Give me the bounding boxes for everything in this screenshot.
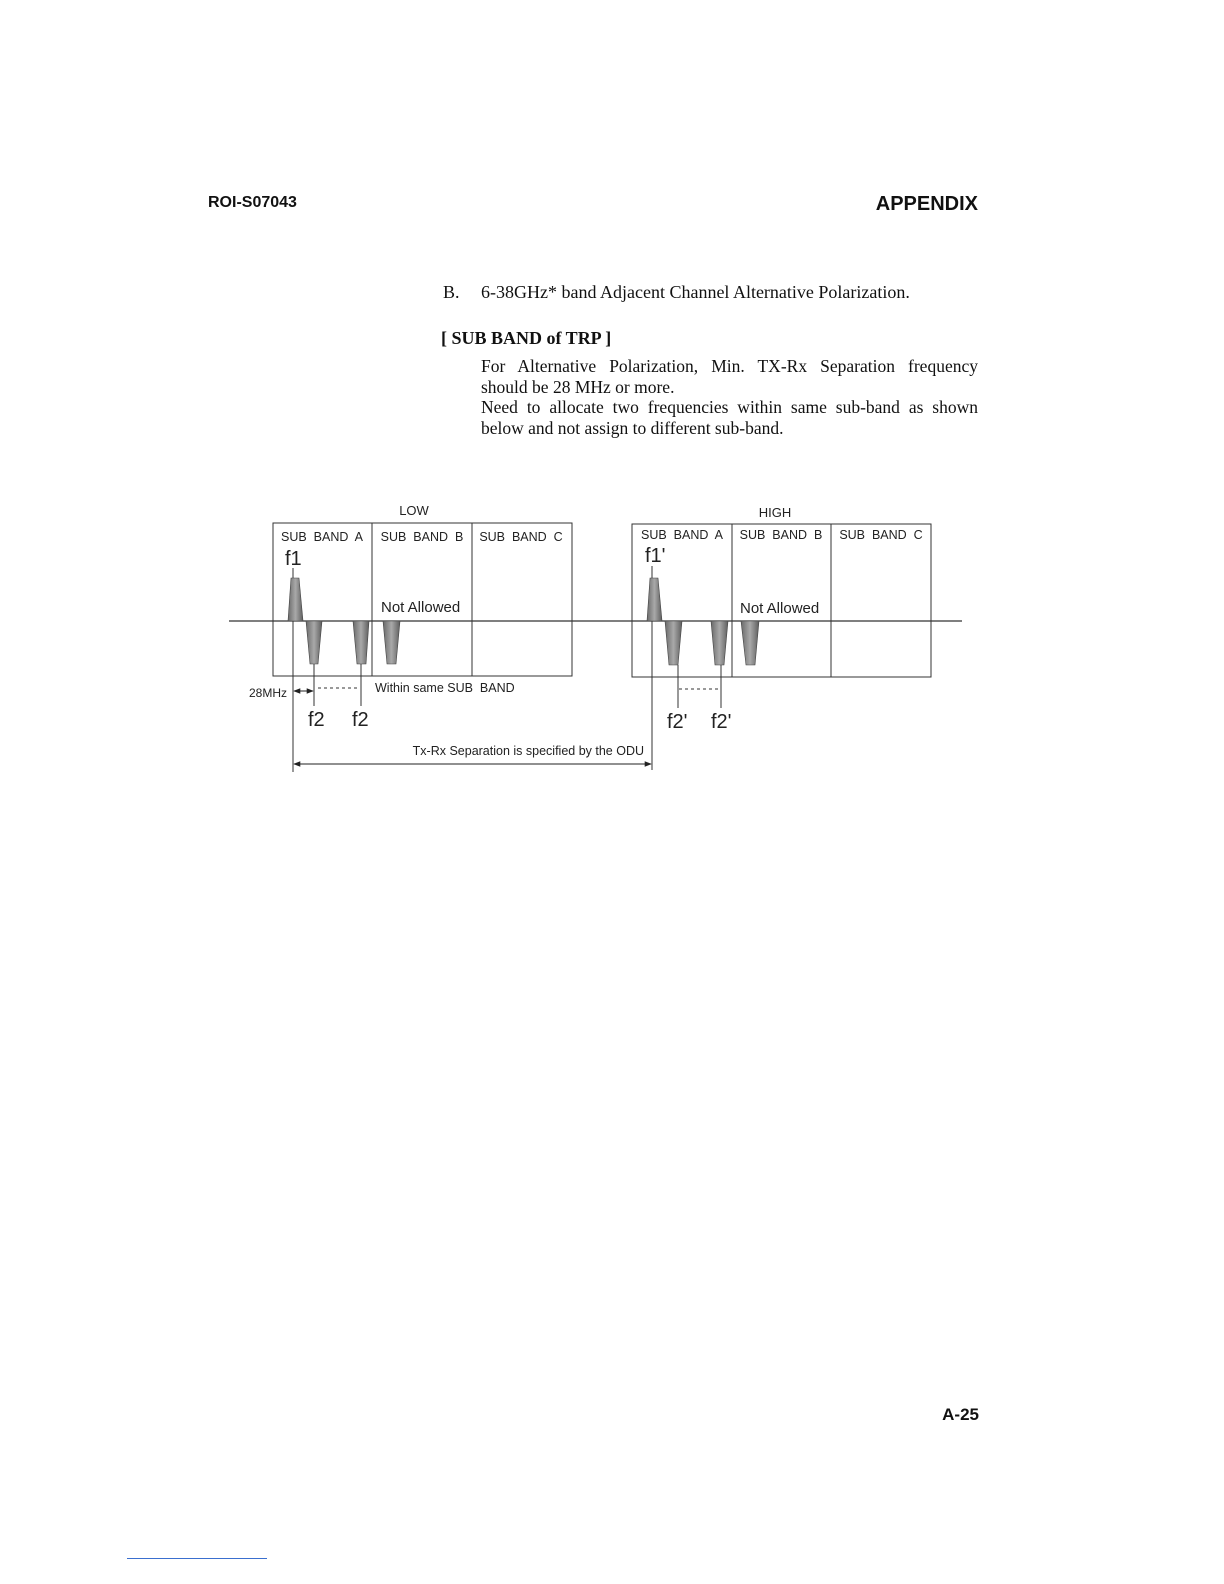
high-f2-prime-label-2: f2'	[711, 711, 732, 733]
high-label: HIGH	[758, 505, 792, 520]
f1-label: f1	[285, 548, 302, 570]
low-f2-label-2: f2	[352, 709, 369, 731]
low-label: LOW	[399, 503, 429, 518]
low-f2-pulse-2	[353, 621, 369, 664]
low-f2-label-1: f2	[308, 709, 325, 731]
high-f2-pulse-2	[711, 621, 728, 665]
high-sub-band-a-label: SUB BAND A	[641, 528, 723, 542]
high-f2-prime-label-1: f2'	[667, 711, 688, 733]
high-f1-pulse	[647, 578, 662, 621]
high-sub-band-c-box	[831, 524, 931, 677]
within-same-sub-band-label: Within same SUB BAND	[375, 681, 515, 695]
paragraph-1-line-2: should be 28 MHz or more.	[481, 376, 675, 397]
spacing-label: 28MHz	[249, 686, 288, 700]
low-f2-pulse-1	[306, 621, 322, 664]
section-title: 6-38GHz* band Adjacent Channel Alternative Polarization.	[481, 282, 910, 302]
high-f2-pulse-1	[665, 621, 682, 665]
low-sub-band-c-label: SUB BAND C	[479, 530, 563, 544]
section-header: APPENDIX	[875, 193, 978, 215]
low-sub-band-a-label: SUB BAND A	[281, 530, 363, 544]
separation-label: Tx-Rx Separation is specified by the ODU	[412, 744, 644, 758]
paragraph-2-line-2: below and not assign to different sub-band.	[481, 417, 784, 438]
subtitle: [ SUB BAND of TRP ]	[441, 328, 612, 348]
paragraph-2-line-1: Need to allocate two frequencies within same sub-band as shown	[481, 397, 978, 417]
high-sub-band-c-label: SUB BAND C	[839, 528, 923, 542]
f1-prime-label: f1'	[645, 545, 666, 567]
low-not-allowed-pulse	[383, 621, 400, 664]
low-sub-band-c-box	[472, 523, 572, 676]
document-id: ROI-S07043	[208, 194, 297, 211]
high-not-allowed-label: Not Allowed	[740, 600, 820, 617]
low-sub-band-b-label: SUB BAND B	[380, 530, 464, 544]
section-letter: B.	[443, 282, 460, 302]
page-number: A-25	[942, 1405, 979, 1424]
footnote-rule	[127, 1558, 267, 1559]
high-sub-band-b-label: SUB BAND B	[739, 528, 823, 542]
high-not-allowed-pulse	[741, 621, 759, 665]
low-f1-pulse	[288, 578, 303, 621]
low-not-allowed-label: Not Allowed	[381, 599, 461, 616]
paragraph-1-line-1: For Alternative Polarization, Min. TX-Rx Separation frequency	[481, 356, 978, 376]
